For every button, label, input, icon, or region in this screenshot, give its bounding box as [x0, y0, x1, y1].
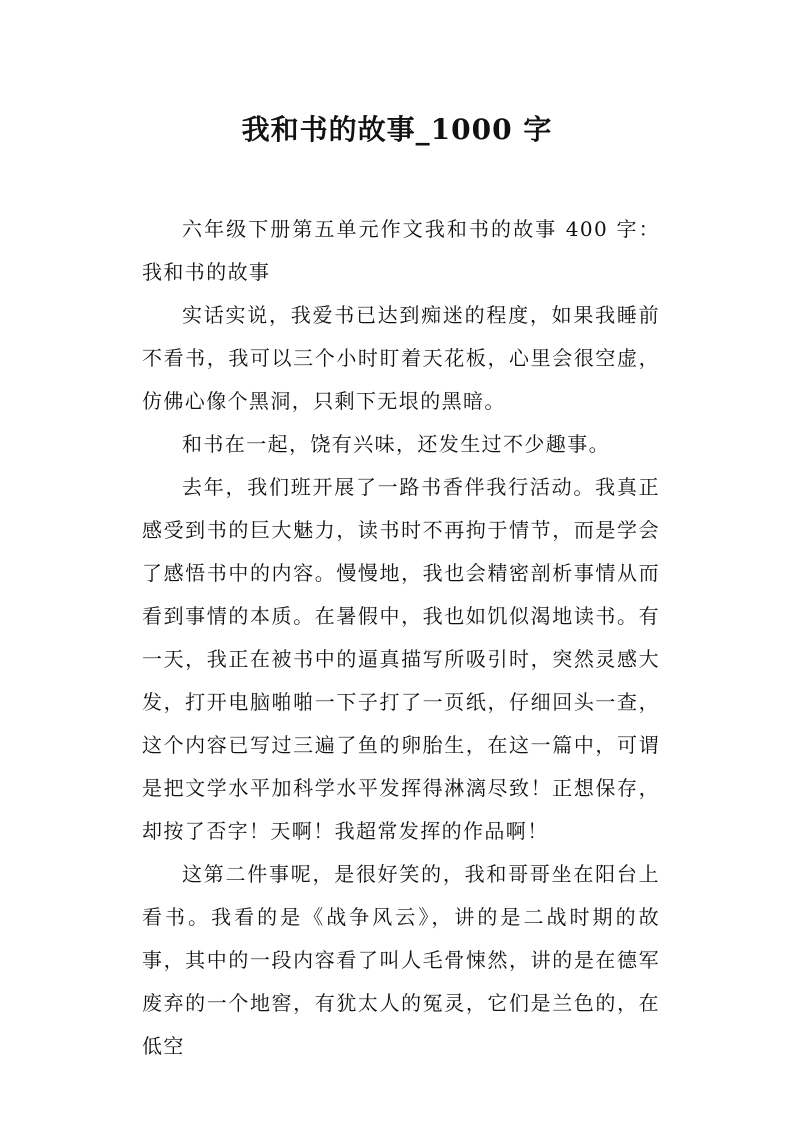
- paragraph-intro: 六年级下册第五单元作文我和书的故事 400 字：我和书的故事: [142, 217, 660, 284]
- paragraph-reading-activity: 去年，我们班开展了一路书香伴我行活动。我真正感受到书的巨大魅力，读书时不再拘于情节，而是学会了感悟书中的内容。慢慢地，我也会精密剖析事情从而看到事情的本质。在暑假中，我也如饥似渴地读书。有一天，我正在被书中的逼真描写所吸引时，突然灵感大发，打开电脑啪啪一下子打了一页纸，仔细回头一查，这个内容已写过三遍了鱼的卵胎生，在这一篇中，可谓是把文学水平加科学水平发挥得淋漓尽致！正想保存，却按了否字！天啊！我超常发挥的作品啊！: [142, 475, 660, 843]
- document-title: 我和书的故事_1000 字: [241, 113, 553, 146]
- paragraph-second-story: 这第二件事呢，是很好笑的，我和哥哥坐在阳台上看书。我看的是《战争风云》，讲的是二战时期的故事，其中的一段内容看了叫人毛骨悚然，讲的是在德军废弃的一个地窖，有犹太人的冤灵，它们是兰色的，在低空: [142, 862, 660, 1058]
- document-body: [142, 208, 660, 1068]
- paragraph-love-of-books: 实话实说，我爱书已达到痴迷的程度，如果我睡前不看书，我可以三个小时盯着天花板，心里会很空虚，仿佛心像个黑洞，只剩下无垠的黑暗。: [142, 303, 660, 413]
- paragraph-fun-stories: 和书在一起，饶有兴味，还发生过不少趣事。: [182, 432, 610, 456]
